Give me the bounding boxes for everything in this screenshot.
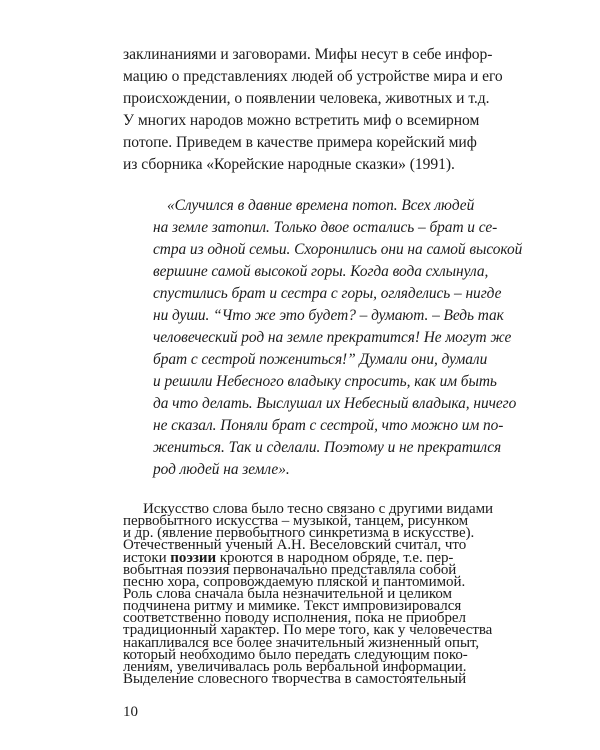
quote-line: стра из одной семьи. Схоронились они на самой высокой xyxy=(153,241,523,258)
paragraph-2-text: истоки xyxy=(123,549,171,566)
quote-line: не сказал. Поняли брат с сестрой, что можно им по- xyxy=(153,417,504,434)
quote-line: человеческий род на земле прекратится! Не могут же xyxy=(153,329,512,346)
quote-line: «Случился в давние времена потоп. Всех людей xyxy=(167,197,475,214)
paragraph-2-line: накапливался все более значительный жизненный опыт, xyxy=(123,634,480,651)
paragraph-2-line: подчинена ритму и мимике. Текст импровизировался xyxy=(123,598,462,615)
quote-line: жениться. Так и сделали. Поэтому и не прекратился xyxy=(153,439,502,456)
paragraph-2-line: который необходимо было передать следующим поко- xyxy=(123,646,468,663)
paragraph-2-line: Выделение словесного творчества в самостоятельный xyxy=(123,671,467,687)
paragraph-1-line: мацию о представлениях людей об устройстве мира и его xyxy=(123,68,503,85)
paragraph-1-line: У многих народов можно встретить миф о всемирном xyxy=(123,112,480,129)
paragraph-2-line: и др. (явление первобытного синкретизма в искусстве). xyxy=(123,525,475,542)
paragraph-1-line: заклинаниями и заговорами. Мифы несут в себе инфор- xyxy=(123,46,493,63)
paragraph-2-text: кроются в народном обряде, т.е. пер- xyxy=(216,549,454,566)
quote-line: род людей на земле». xyxy=(153,461,290,478)
paragraph-2-line: песню хора, сопровождаемую пляской и пантомимой. xyxy=(123,573,466,590)
quote-line: и решили Небесного владыку спросить, как им быть xyxy=(153,373,497,390)
paragraph-2-line: Искусство слова было тесно связано с другими видами xyxy=(143,501,494,517)
paragraph-2-line: лениям, увеличивалась роль вербальной информации. xyxy=(123,658,467,675)
quote-line: на земле затопил. Только двое остались – брат и се- xyxy=(153,219,498,236)
bold-term-poetry: поэзии xyxy=(170,549,217,566)
quote-line: спустились брат и сестра с горы, огляделись – нигде xyxy=(153,285,502,302)
quote-line: ни души. “Что же это будет? – думают. – Ведь так xyxy=(153,307,504,324)
paragraph-2-line: Роль слова сначала была незначительной и целиком xyxy=(123,586,452,602)
page-number: 10 xyxy=(123,704,138,720)
paragraph-2-line: вобытная поэзия первоначально представляла собой xyxy=(123,561,457,578)
paragraph-1-line: потопе. Приведем в качестве примера корейский миф xyxy=(123,134,477,151)
paragraph-2-line: традиционный характер. По мере того, как у человечества xyxy=(123,622,493,639)
paragraph-1-line: происхождении, о появлении человека, животных и т.д. xyxy=(123,90,490,107)
paragraph-2-line: соответственно поводу исполнения, пока не приобрел xyxy=(123,610,466,627)
paragraph-2-line: Отечественный ученый А.Н. Веселовский считал, что xyxy=(123,537,467,554)
paragraph-1-line: из сборника «Корейские народные сказки» (1991). xyxy=(123,156,455,173)
quote-line: вершине самой высокой горы. Когда вода схлынула, xyxy=(153,263,489,280)
paragraph-2-line: первобытного искусства – музыкой, танцем, рисунком xyxy=(123,513,469,530)
quote-line: да что делать. Выслушал их Небесный владыка, ничего xyxy=(153,395,517,412)
quote-line: брат с сестрой пожениться!” Думали они, думали xyxy=(153,351,488,368)
